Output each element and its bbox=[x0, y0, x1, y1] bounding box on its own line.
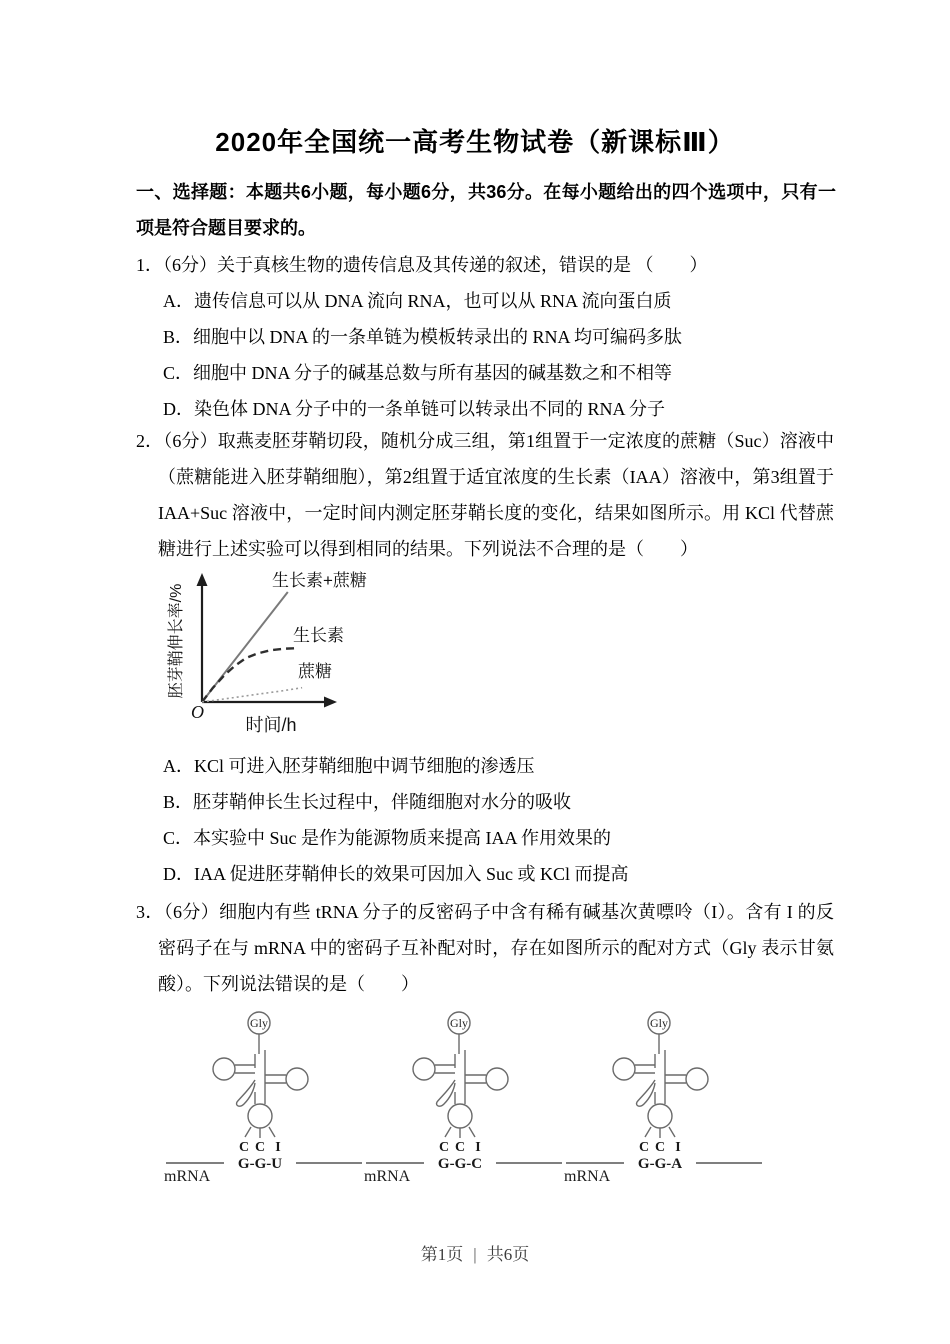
anticodon-letters bbox=[239, 1140, 281, 1155]
section-intro: 一、选择题：本题共6小题，每小题6分，共36分。在每小题给出的四个选项中，只有一项是符合题目要求的。 bbox=[136, 182, 836, 238]
trna-diagram-1 bbox=[164, 1008, 364, 1188]
question-3-text: （6分）细胞内有些 tRNA 分子的反密码子中含有稀有碱基次黄嘌呤（I）。含有 I 的反密码子在与 mRNA 中的密码子互补配对时，存在如图所示的配对方式（Gly 表示甘氨酸）。下列说法错误的是（ ） bbox=[158, 902, 834, 994]
trna-diagram-2 bbox=[364, 1008, 564, 1188]
question-3 bbox=[136, 894, 834, 1002]
question-1-number: 1． bbox=[136, 255, 163, 275]
chart-canvas bbox=[160, 570, 520, 748]
trna-pairing-diagrams bbox=[164, 1008, 784, 1188]
question-2 bbox=[136, 423, 834, 567]
question-1-stem bbox=[136, 247, 834, 283]
footer-separator: | bbox=[473, 1245, 477, 1264]
question-2-option-a: A．KCl 可进入胚芽鞘细胞中调节细胞的渗透压 bbox=[163, 756, 535, 776]
series-line-dotted bbox=[202, 688, 302, 702]
codon-label: G-G-U bbox=[237, 1156, 283, 1172]
anticodon-letter: C bbox=[454, 1140, 466, 1155]
anticodon-letter: I bbox=[675, 1140, 681, 1155]
footer-page-number: 第1页 bbox=[420, 1245, 464, 1264]
question-2-options bbox=[136, 748, 834, 892]
anticodon-letter: C bbox=[638, 1140, 650, 1155]
mrna-label: mRNA bbox=[564, 1168, 611, 1185]
mrna-label: mRNA bbox=[164, 1168, 211, 1185]
codon-label: G-G-C bbox=[437, 1156, 483, 1172]
codon-label: G-G-A bbox=[637, 1156, 683, 1172]
question-1-option-d: D．染色体 DNA 分子中的一条单链可以转录出不同的 RNA 分子 bbox=[163, 399, 666, 419]
question-1-text: （6分）关于真核生物的遗传信息及其传递的叙述，错误的是 （ ） bbox=[163, 255, 708, 275]
x-axis-arrow bbox=[324, 697, 337, 708]
question-3-stem bbox=[136, 894, 834, 1002]
amino-acid-label: Gly bbox=[250, 1016, 268, 1030]
anticodon-letter: C bbox=[438, 1140, 450, 1155]
question-1-option-c: C．细胞中 DNA 分子的碱基总数与所有基因的碱基数之和不相等 bbox=[163, 363, 673, 383]
anticodon-letter: I bbox=[475, 1140, 481, 1155]
coleoptile-elongation-chart bbox=[160, 570, 520, 748]
anticodon-letter: C bbox=[254, 1140, 266, 1155]
anticodon-letters bbox=[639, 1140, 681, 1155]
chart-origin-label: O bbox=[191, 702, 204, 722]
question-2-option-b: B．胚芽鞘伸长生长过程中，伴随细胞对水分的吸收 bbox=[163, 792, 572, 812]
question-2-number: 2． bbox=[136, 431, 164, 451]
amino-acid-label: Gly bbox=[450, 1016, 468, 1030]
question-1-option-b: B．细胞中以 DNA 的一条单链为模板转录出的 RNA 均可编码多肽 bbox=[163, 327, 683, 347]
anticodon-letter: I bbox=[275, 1140, 281, 1155]
trna-cloverleaf-icon bbox=[613, 1012, 708, 1138]
question-2-option-d: D．IAA 促进胚芽鞘伸长的效果可因加入 Suc 或 KCl 而提高 bbox=[163, 864, 629, 884]
question-1-option-a: A．遗传信息可以从 DNA 流向 RNA，也可以从 RNA 流向蛋白质 bbox=[163, 291, 672, 311]
chart-series-labels bbox=[272, 571, 367, 681]
mrna-label: mRNA bbox=[364, 1168, 411, 1185]
anticodon-letter: C bbox=[238, 1140, 250, 1155]
question-3-number: 3． bbox=[136, 902, 164, 922]
question-1 bbox=[136, 247, 834, 427]
trna-cloverleaf-icon bbox=[213, 1012, 308, 1138]
trna-cloverleaf-icon bbox=[413, 1012, 508, 1138]
y-axis-arrow bbox=[197, 573, 208, 586]
question-1-options bbox=[136, 283, 834, 427]
amino-acid-label: Gly bbox=[650, 1016, 668, 1030]
question-2-option-c: C．本实验中 Suc 是作为能源物质来提高 IAA 作用效果的 bbox=[163, 828, 612, 848]
series-line-dashed bbox=[202, 648, 299, 702]
question-2-text: （6分）取燕麦胚芽鞘切段，随机分成三组，第1组置于一定浓度的蔗糖（Suc）溶液中（蔗糖能进入胚芽鞘细胞），第2组置于适宜浓度的生长素（IAA）溶液中，第3组置于 IAA+Suc 溶液中，一定时间内测定胚芽鞘长度的变化，结果如图所示。用 KCl 代替蔗糖进行上述实验可以得到相同的结果。下列说法不合理的是（ ） bbox=[158, 431, 835, 559]
question-2-options-block bbox=[136, 748, 834, 892]
series-label: 生长素 bbox=[293, 625, 344, 645]
page-title: 2020年全国统一高考生物试卷（新课标Ⅲ） bbox=[215, 127, 735, 157]
question-2-stem bbox=[136, 423, 834, 567]
chart-y-axis-label: 胚芽鞘伸长率/% bbox=[168, 583, 185, 699]
series-label: 生长素+蔗糖 bbox=[272, 571, 367, 590]
chart-x-axis-label: 时间/h bbox=[245, 715, 297, 735]
trna-diagram-3 bbox=[564, 1008, 764, 1188]
chart-series bbox=[202, 592, 302, 702]
footer-page-total: 共6页 bbox=[486, 1245, 530, 1264]
page-footer bbox=[0, 1240, 950, 1265]
series-label: 蔗糖 bbox=[298, 662, 332, 681]
anticodon-letters bbox=[439, 1140, 481, 1155]
anticodon-letter: C bbox=[654, 1140, 666, 1155]
